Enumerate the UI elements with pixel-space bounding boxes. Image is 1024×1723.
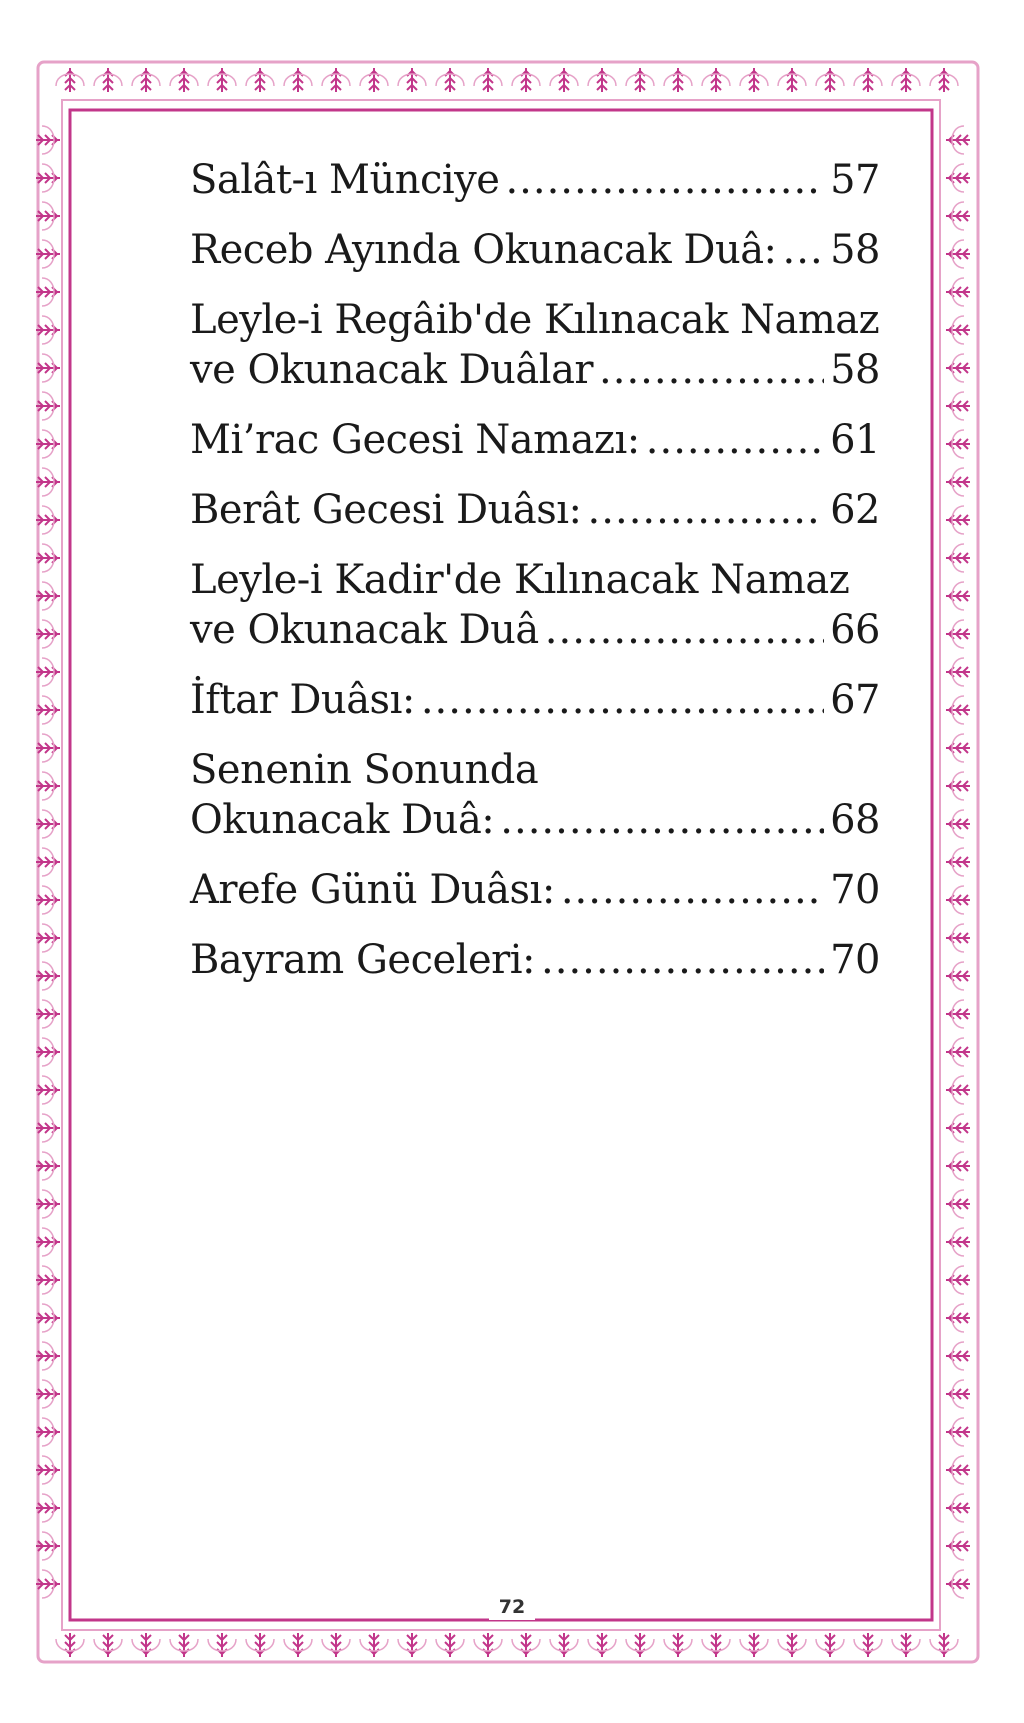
- border-motif: [36, 1190, 60, 1218]
- border-motif: [208, 1633, 236, 1657]
- border-motif: [946, 1114, 970, 1142]
- border-motif: [36, 278, 60, 306]
- border-motif: [436, 68, 464, 92]
- border-motif: [946, 1494, 970, 1522]
- border-motif: [550, 1633, 578, 1657]
- toc-entry-page: 70: [830, 867, 880, 913]
- border-motif: [36, 772, 60, 800]
- border-motif: [946, 1000, 970, 1028]
- toc-entry-row: [190, 605, 880, 655]
- border-motif: [702, 68, 730, 92]
- border-motif: [946, 886, 970, 914]
- border-motif: [36, 658, 60, 686]
- border-motif: [36, 202, 60, 230]
- toc-entry-row: [190, 675, 880, 725]
- border-motif: [36, 1456, 60, 1484]
- border-motif: [36, 506, 60, 534]
- border-motif: [664, 68, 692, 92]
- toc-entry-title: Arefe Günü Duâsı:: [190, 867, 555, 913]
- toc-entry-row: [190, 865, 880, 915]
- border-motif: [36, 1152, 60, 1180]
- border-motif: [946, 278, 970, 306]
- border-motif: [946, 316, 970, 344]
- dot-leader: [545, 605, 824, 655]
- border-motif: [740, 1633, 768, 1657]
- border-motif: [892, 68, 920, 92]
- border-motif: [930, 68, 958, 92]
- border-motif: [36, 430, 60, 458]
- toc-entry-page: 61: [830, 417, 880, 463]
- border-motif: [946, 772, 970, 800]
- border-motif: [946, 1076, 970, 1104]
- toc-entry-row: [190, 935, 880, 985]
- border-motif: [36, 810, 60, 838]
- toc-entry-page: 66: [830, 607, 880, 653]
- border-motif: [550, 68, 578, 92]
- border-motif: [740, 68, 768, 92]
- border-motif: [854, 68, 882, 92]
- border-motif: [946, 468, 970, 496]
- border-motif: [946, 1456, 970, 1484]
- border-motif: [56, 1633, 84, 1657]
- toc-entry: [190, 675, 880, 725]
- border-motif: [946, 810, 970, 838]
- border-motif: [36, 1114, 60, 1142]
- border-motif: [626, 68, 654, 92]
- border-motif: [36, 886, 60, 914]
- toc-entry-title: Okunacak Duâ:: [190, 797, 495, 843]
- toc-entry-title: Receb Ayında Okunacak Duâ:: [190, 227, 777, 273]
- dot-leader: [646, 415, 824, 465]
- toc-entry-title: Berât Gecesi Duâsı:: [190, 487, 582, 533]
- border-motif: [36, 734, 60, 762]
- border-motif: [946, 1152, 970, 1180]
- toc-entry-title: Bayram Geceleri:: [190, 937, 536, 983]
- border-motif: [946, 582, 970, 610]
- toc-entry-page: 62: [830, 487, 880, 533]
- border-motif: [946, 1342, 970, 1370]
- toc-entry: [190, 555, 880, 655]
- toc-entry: [190, 865, 880, 915]
- border-motif: [36, 316, 60, 344]
- toc-entry: [190, 225, 880, 275]
- border-motif: [170, 68, 198, 92]
- border-motif: [132, 1633, 160, 1657]
- border-motif: [36, 240, 60, 268]
- border-motif: [36, 1228, 60, 1256]
- toc-entry-title: ve Okunacak Duâ: [190, 607, 539, 653]
- border-motif: [474, 68, 502, 92]
- border-motif: [946, 696, 970, 724]
- border-motif: [322, 1633, 350, 1657]
- dot-leader: [500, 795, 824, 845]
- border-motif: [778, 68, 806, 92]
- border-motif: [36, 848, 60, 876]
- toc-entry-page: 67: [830, 677, 880, 723]
- border-motif: [892, 1633, 920, 1657]
- border-motif: [246, 68, 274, 92]
- toc-entry-title: ve Okunacak Duâlar: [190, 347, 594, 393]
- border-motif: [946, 392, 970, 420]
- border-motif: [36, 962, 60, 990]
- border-motif: [946, 734, 970, 762]
- dot-leader: [541, 935, 824, 985]
- border-motif: [946, 1266, 970, 1294]
- border-motif: [588, 1633, 616, 1657]
- border-motif: [36, 544, 60, 572]
- border-motif: [946, 506, 970, 534]
- dot-leader: [561, 865, 824, 915]
- border-motif: [946, 848, 970, 876]
- toc-entry-page: 58: [830, 227, 880, 273]
- border-motif: [284, 1633, 312, 1657]
- border-motif: [436, 1633, 464, 1657]
- border-motif: [946, 620, 970, 648]
- border-motif: [36, 1304, 60, 1332]
- border-motif: [36, 354, 60, 382]
- page-number: 72: [489, 1594, 535, 1620]
- border-motif: [946, 1304, 970, 1332]
- toc-entry-title: Salât-ı Münciye: [190, 157, 500, 203]
- border-motif: [36, 392, 60, 420]
- table-of-contents: [190, 155, 880, 1005]
- border-motif: [946, 164, 970, 192]
- toc-entry: [190, 415, 880, 465]
- border-motif: [778, 1633, 806, 1657]
- page-number-ornament: [462, 1585, 562, 1629]
- border-motif: [36, 468, 60, 496]
- toc-entry: [190, 295, 880, 395]
- border-motif: [626, 1633, 654, 1657]
- border-motif: [36, 1076, 60, 1104]
- border-motif: [132, 68, 160, 92]
- toc-entry-page: 70: [830, 937, 880, 983]
- toc-entry-row: [190, 485, 880, 535]
- border-motif: [946, 430, 970, 458]
- toc-entry-row: [190, 155, 880, 205]
- border-motif: [36, 582, 60, 610]
- border-motif: [284, 68, 312, 92]
- toc-entry: [190, 935, 880, 985]
- border-motif: [702, 1633, 730, 1657]
- border-motif: [36, 1000, 60, 1028]
- border-motif: [816, 68, 844, 92]
- border-motif: [36, 1038, 60, 1066]
- border-motif: [946, 1532, 970, 1560]
- border-motif: [946, 544, 970, 572]
- toc-entry: [190, 155, 880, 205]
- border-motif: [816, 1633, 844, 1657]
- border-motif: [512, 68, 540, 92]
- border-motif: [946, 126, 970, 154]
- border-motif: [946, 1570, 970, 1598]
- toc-entry: [190, 485, 880, 535]
- border-motif: [946, 354, 970, 382]
- border-motif: [36, 1532, 60, 1560]
- toc-entry-row: [190, 415, 880, 465]
- border-motif: [946, 1228, 970, 1256]
- border-motif: [930, 1633, 958, 1657]
- border-motif: [946, 202, 970, 230]
- border-motif: [246, 1633, 274, 1657]
- toc-entry: [190, 745, 880, 845]
- border-motif: [946, 1380, 970, 1408]
- toc-entry-row: [190, 345, 880, 395]
- border-motif: [946, 1418, 970, 1446]
- border-motif: [946, 1190, 970, 1218]
- border-motif: [946, 658, 970, 686]
- toc-entry-title: Leyle-i Regâib'de Kılınacak Namaz: [190, 297, 880, 343]
- dot-leader: [783, 225, 825, 275]
- border-motif: [170, 1633, 198, 1657]
- border-motif: [360, 68, 388, 92]
- border-motif: [208, 68, 236, 92]
- border-motif: [946, 924, 970, 952]
- dot-leader: [599, 345, 824, 395]
- border-motif: [946, 1038, 970, 1066]
- border-motif: [512, 1633, 540, 1657]
- border-motif: [56, 68, 84, 92]
- border-motif: [36, 1380, 60, 1408]
- border-motif: [36, 1418, 60, 1446]
- toc-entry-page: 68: [830, 797, 880, 843]
- border-motif: [474, 1633, 502, 1657]
- border-motif: [36, 1494, 60, 1522]
- border-motif: [946, 240, 970, 268]
- border-motif: [360, 1633, 388, 1657]
- dot-leader: [588, 485, 825, 535]
- border-motif: [854, 1633, 882, 1657]
- border-motif: [94, 1633, 122, 1657]
- border-motif: [36, 696, 60, 724]
- border-motif: [36, 1266, 60, 1294]
- border-motif: [94, 68, 122, 92]
- border-motif: [36, 620, 60, 648]
- border-motif: [398, 68, 426, 92]
- border-motif: [36, 924, 60, 952]
- toc-entry-title: İftar Duâsı:: [190, 677, 415, 723]
- toc-entry-title: Leyle-i Kadir'de Kılınacak Namaz: [190, 557, 850, 603]
- border-motif: [588, 68, 616, 92]
- border-motif: [322, 68, 350, 92]
- border-motif: [36, 1342, 60, 1370]
- border-motif: [36, 126, 60, 154]
- dot-leader: [505, 155, 824, 205]
- border-motif: [664, 1633, 692, 1657]
- border-motif: [946, 962, 970, 990]
- toc-entry-title: Senenin Sonunda: [190, 747, 539, 793]
- dot-leader: [421, 675, 824, 725]
- toc-entry-row: [190, 225, 880, 275]
- border-motif: [36, 164, 60, 192]
- toc-entry-title: Mi’rac Gecesi Namazı:: [190, 417, 640, 463]
- toc-entry-page: 57: [830, 157, 880, 203]
- border-motif: [36, 1570, 60, 1598]
- border-motif: [398, 1633, 426, 1657]
- toc-entry-page: 58: [830, 347, 880, 393]
- toc-entry-row: [190, 795, 880, 845]
